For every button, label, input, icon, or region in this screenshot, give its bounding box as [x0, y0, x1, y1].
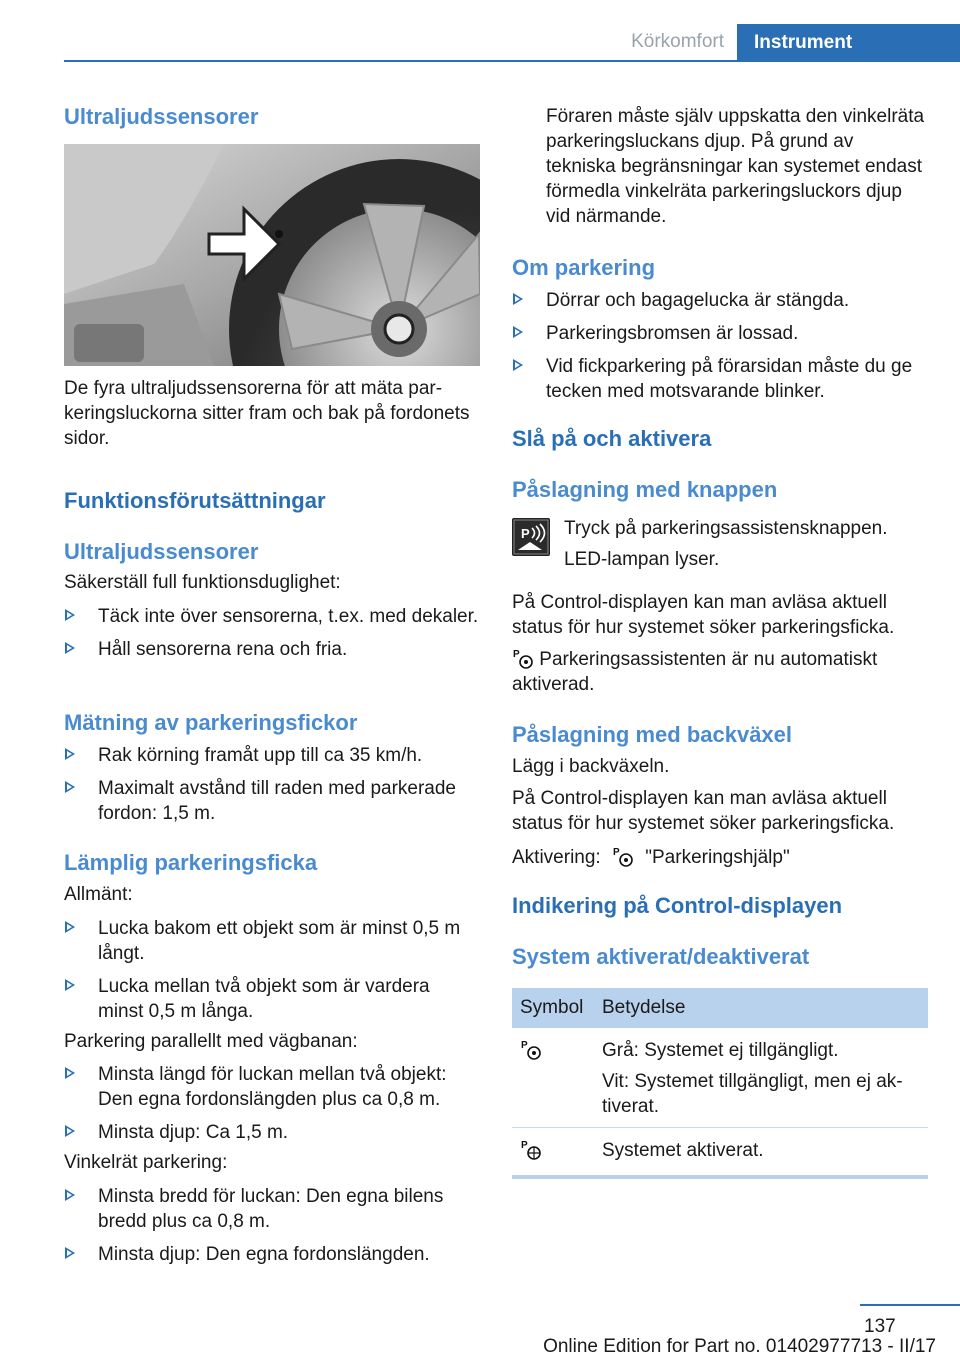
sensor-photo [64, 144, 480, 366]
bullet-arrow-icon [65, 748, 75, 760]
car-wheel-illustration [64, 144, 480, 366]
heading-reverse: Påslagning med backväxel [512, 722, 793, 747]
measuring-list [64, 743, 480, 834]
table-bottom-rule [512, 1175, 928, 1179]
heading-indication: Indikering på Control-displayen [512, 893, 843, 918]
auto-activated-text: P Parkeringsassistenten är nu automatiskt aktiverad. [512, 649, 878, 695]
svg-text:P: P [612, 847, 620, 858]
button-instruction [512, 516, 928, 576]
bullet-arrow-icon [513, 293, 523, 305]
symbol-table [512, 988, 928, 1179]
driver-estimate-text: Föraren måste själv uppskatta den vinkelräta parkeringsluckans djup. På grund av tekniska begränsningar kan systemet endast förmedla vinkelräta parkeringsluckors djup vid närmande. [546, 106, 925, 227]
list-item: Dörrar och bagagelucka är stängda. [512, 288, 928, 313]
heading-system-state: System aktiverat/deaktiverat [512, 944, 810, 969]
led-text: LED-lampan lyser. [564, 549, 720, 570]
general-list [64, 916, 480, 1032]
bullet-arrow-icon [65, 1067, 75, 1079]
list-item: Minsta bredd för luckan: Den egna bilens bredd plus ca 0,8 m. [64, 1184, 480, 1234]
heading-about-parking: Om parkering [512, 255, 656, 280]
parking-active-icon [520, 1138, 542, 1160]
list-item: Parkeringsbromsen är lossad. [512, 321, 928, 346]
bullet-arrow-icon [513, 359, 523, 371]
list-item: Vid fickparkering på förarsidan måste du ge tecken med motsvarande blinker. [512, 354, 928, 404]
parking-assist-icon [612, 845, 634, 867]
symbol-cell [512, 1138, 602, 1163]
table-header [512, 988, 928, 1028]
bullet-arrow-icon [513, 326, 523, 338]
symbol-cell [512, 1038, 602, 1119]
heading-with-button: Påslagning med knappen [512, 477, 778, 502]
header-section: Körkomfort [631, 31, 724, 52]
control-display-text-1: På Control-displayen kan man avläsa aktuell status för hur systemet söker parkeringsficka. [512, 592, 895, 638]
page-number: 137 [864, 1316, 896, 1337]
list-item: Minsta längd för luckan mellan två objekt: Den egna fordonslängden plus ca 0,8 m. [64, 1062, 480, 1112]
list-item: Maximalt avstånd till raden med parkerade fordon: 1,5 m. [64, 776, 480, 826]
reverse-text: Lägg i backväxeln. [512, 756, 670, 777]
control-display-text-2: På Control-displayen kan man avläsa aktuell status för hur systemet söker parkeringsficka. [512, 788, 895, 834]
bullet-arrow-icon [65, 609, 75, 621]
list-item: Lucka mellan två objekt som är vardera minst 0,5 m långa. [64, 974, 480, 1024]
parking-assist-button-icon [512, 518, 550, 556]
bullet-arrow-icon [65, 979, 75, 991]
heading-turn-on: Slå på och aktivera [512, 426, 712, 451]
about-list [512, 288, 928, 412]
table-row [512, 1128, 928, 1175]
ensure-list [64, 604, 480, 670]
parking-assist-icon [512, 647, 534, 669]
svg-text:P: P [521, 1040, 528, 1051]
meaning-cell: Grå: Systemet ej tillgängligt. Vit: Systemet tillgängligt, men ej aktiverat. [602, 1040, 903, 1117]
edition-text: Online Edition for Part no. 01402977713 - II/17 [543, 1336, 936, 1357]
general-text: Allmänt: [64, 884, 133, 905]
list-item: Täck inte över sensorerna, t.ex. med dekaler. [64, 604, 480, 629]
svg-text:P: P [521, 526, 530, 541]
svg-text:P: P [513, 649, 520, 660]
col-symbol: Symbol [520, 997, 584, 1018]
heading-suitable: Lämplig parkeringsficka [64, 850, 318, 875]
bullet-arrow-icon [65, 781, 75, 793]
list-item: Rak körning framåt upp till ca 35 km/h. [64, 743, 480, 768]
svg-text:P: P [521, 1140, 528, 1151]
perpendicular-text: Vinkelrät parkering: [64, 1152, 228, 1173]
list-item: Lucka bakom ett objekt som är minst 0,5 m långt. [64, 916, 480, 966]
heading-ultrasound-sub: Ultraljudssensorer [64, 539, 259, 564]
parallel-list [64, 1062, 480, 1153]
meaning-cell: Systemet aktiverat. [602, 1140, 764, 1161]
heading-measuring: Mätning av parkeringsfickor [64, 710, 358, 735]
perpendicular-list [64, 1184, 480, 1275]
list-item: Minsta djup: Den egna fordonslängden. [64, 1242, 480, 1267]
table-row [512, 1028, 928, 1128]
bullet-arrow-icon [65, 642, 75, 654]
press-button-text: Tryck på parkeringsassistensknappen. [564, 518, 888, 539]
bullet-arrow-icon [65, 1125, 75, 1137]
activation-line: Aktivering: P "Parkeringshjälp" [512, 847, 790, 868]
header-chapter: Instrument [737, 24, 960, 62]
header-rule [64, 60, 960, 62]
parallel-text: Parkering parallellt med vägbanan: [64, 1031, 358, 1052]
col-meaning: Betydelse [602, 997, 686, 1018]
heading-prerequisites: Funktionsförutsättningar [64, 488, 326, 513]
list-item: Minsta djup: Ca 1,5 m. [64, 1120, 480, 1145]
list-item: Håll sensorerna rena och fria. [64, 637, 480, 662]
photo-caption: De fyra ultraljudssensorerna för att mäta parkeringsluckorna sitter fram och bak på fordonets sidor. [64, 378, 470, 449]
bullet-arrow-icon [65, 1189, 75, 1201]
parking-assist-icon [520, 1038, 542, 1060]
footer-rule [860, 1304, 960, 1306]
bullet-arrow-icon [65, 921, 75, 933]
heading-ultrasound: Ultraljudssensorer [64, 104, 259, 129]
bullet-arrow-icon [65, 1247, 75, 1259]
ensure-text: Säkerställ full funktionsduglighet: [64, 572, 341, 593]
